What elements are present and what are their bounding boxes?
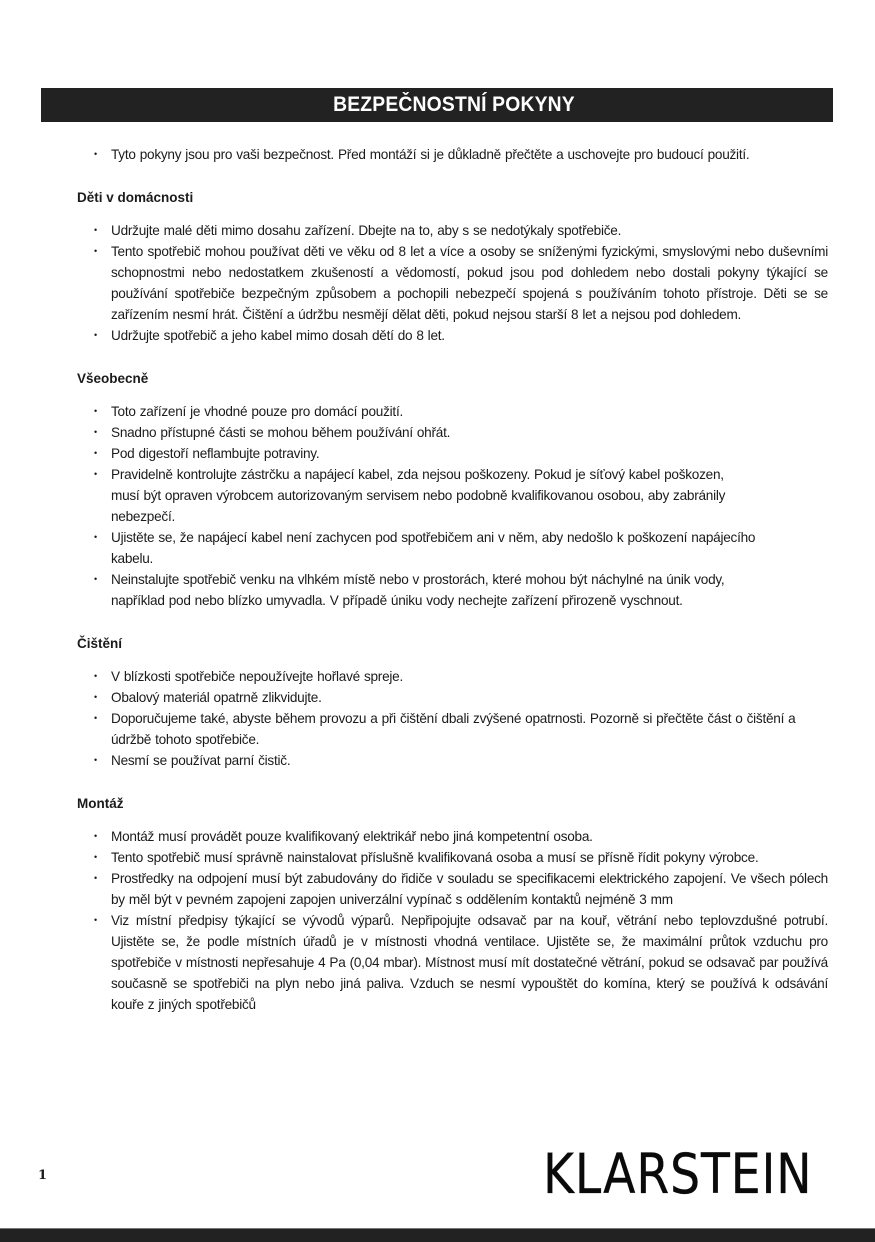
bullet-icon: • xyxy=(94,246,97,256)
bullet-icon: • xyxy=(94,330,97,340)
bullet-icon: • xyxy=(94,406,97,416)
page-title: BEZPEČNOSTNÍ POKYNY xyxy=(332,93,575,116)
bullet-icon: • xyxy=(94,448,97,458)
bullet-icon: • xyxy=(94,149,97,159)
list-item: • Montáž musí provádět pouze kvalifikovaný elektrikář nebo jiná kompetentní osoba. xyxy=(77,826,828,847)
page-number: 1 xyxy=(38,1168,48,1183)
list-item: • Udržujte malé děti mimo dosahu zařízení. Dbejte na to, aby s se nedotýkaly spotřebiče. xyxy=(77,220,828,241)
section-list-cleaning xyxy=(77,666,802,771)
bullet-icon: • xyxy=(94,873,97,883)
bullet-icon: • xyxy=(94,692,97,702)
bullet-icon: • xyxy=(94,532,97,542)
bullet-icon: • xyxy=(94,469,97,479)
section-list-general xyxy=(77,401,767,611)
section-heading-children: Děti v domácnosti xyxy=(77,190,194,205)
list-item: • Neinstalujte spotřebič venku na vlhkém místě nebo v prostorách, které mohou být náchylné na únik vody, například pod nebo blízko umyvadla. V případě úniku vody nechejte zařízení přirozeně vyschnout. xyxy=(77,569,767,611)
list-item: • Nesmí se používat parní čistič. xyxy=(77,750,802,771)
bullet-icon: • xyxy=(94,427,97,437)
list-item: • V blízkosti spotřebiče nepoužívejte hořlavé spreje. xyxy=(77,666,802,687)
list-item: • Snadno přístupné části se mohou během používání ohřát. xyxy=(77,422,767,443)
bullet-icon: • xyxy=(94,225,97,235)
list-item: • Tento spotřebič musí správně nainstalovat příslušně kvalifikovaná osoba a musí se přísně řídit pokyny výrobce. xyxy=(77,847,828,868)
bullet-icon: • xyxy=(94,671,97,681)
bullet-icon: • xyxy=(94,831,97,841)
section-list-installation xyxy=(77,826,828,1015)
list-item: • Pod digestoří neflambujte potraviny. xyxy=(77,443,767,464)
bullet-icon: • xyxy=(94,574,97,584)
bullet-icon: • xyxy=(94,915,97,925)
brand-logo: KLARSTEIN xyxy=(543,1142,813,1206)
list-item: • Udržujte spotřebič a jeho kabel mimo dosah dětí do 8 let. xyxy=(77,325,828,346)
section-heading-installation: Montáž xyxy=(77,796,124,811)
section-heading-general: Všeobecně xyxy=(77,371,149,386)
section-heading-cleaning: Čištění xyxy=(77,636,123,651)
list-item: • Toto zařízení je vhodné pouze pro domácí použití. xyxy=(77,401,767,422)
list-item: • Viz místní předpisy týkající se vývodů výparů. Nepřipojujte odsavač par na kouř, větrání nebo teplovzdušné potrubí. Ujistěte se, že podle místních úřadů je v místnosti vhodná ventilace. Ujistěte se, že maximální průtok vzduchu pro spotřebiče v místnosti nepřesahuje 4 Pa (0,04 mbar). Místnost musí mít dostatečné větrání, pokud se odsavač par používá současně se spotřebiči na plyn nebo jiná paliva. Vzduch se nesmí vypouštět do komína, který se používá k odsávání kouře z jiných spotřebičů xyxy=(77,910,828,1015)
list-item: • Prostředky na odpojení musí být zabudovány do řidiče v souladu se specifikacemi elektrického zapojení. Ve všech pólech by měl být v pevném zapojeni zapojen univerzální vypínač s oddělením kontaktů nejméně 3 mm xyxy=(77,868,828,910)
list-item: • Tento spotřebič mohou používat děti ve věku od 8 let a více a osoby se sníženými fyzickými, smyslovými nebo duševními schopnostmi nebo nedostatkem zkušeností a vědomostí, pokud jsou pod dohledem nebo dostali pokyny týkající se používání spotřebiče bezpečným způsobem a pochopili nebezpečí spojená s používáním tohoto přístroje. Děti se se zařízením nesmí hrát. Čištění a údržbu nesmějí dělat děti, pokud nejsou starší 8 let a nejsou pod dohledem. xyxy=(77,241,828,325)
intro-list xyxy=(77,144,828,165)
footer-bar xyxy=(0,1228,875,1242)
bullet-icon: • xyxy=(94,755,97,765)
list-item: • Pravidelně kontrolujte zástrčku a napájecí kabel, zda nejsou poškozeny. Pokud je síťový kabel poškozen, musí být opraven výrobcem autorizovaným servisem nebo podobně kvalifikovanou osobou, aby zabránily nebezpečí. xyxy=(77,464,767,527)
list-item: • Tyto pokyny jsou pro vaši bezpečnost. Před montáží si je důkladně přečtěte a uschovejte pro budoucí použití. xyxy=(77,144,828,165)
list-item: • Doporučujeme také, abyste během provozu a při čištění dbali zvýšené opatrnosti. Pozorně si přečtěte část o čištění a údržbě tohoto spotřebiče. xyxy=(77,708,802,750)
list-item: • Obalový materiál opatrně zlikvidujte. xyxy=(77,687,802,708)
list-item: • Ujistěte se, že napájecí kabel není zachycen pod spotřebičem ani v něm, aby nedošlo k poškození napájecího kabelu. xyxy=(77,527,767,569)
bullet-icon: • xyxy=(94,852,97,862)
document-body xyxy=(77,144,828,1015)
title-bar xyxy=(41,88,833,122)
section-list-children xyxy=(77,220,828,346)
bullet-icon: • xyxy=(94,713,97,723)
